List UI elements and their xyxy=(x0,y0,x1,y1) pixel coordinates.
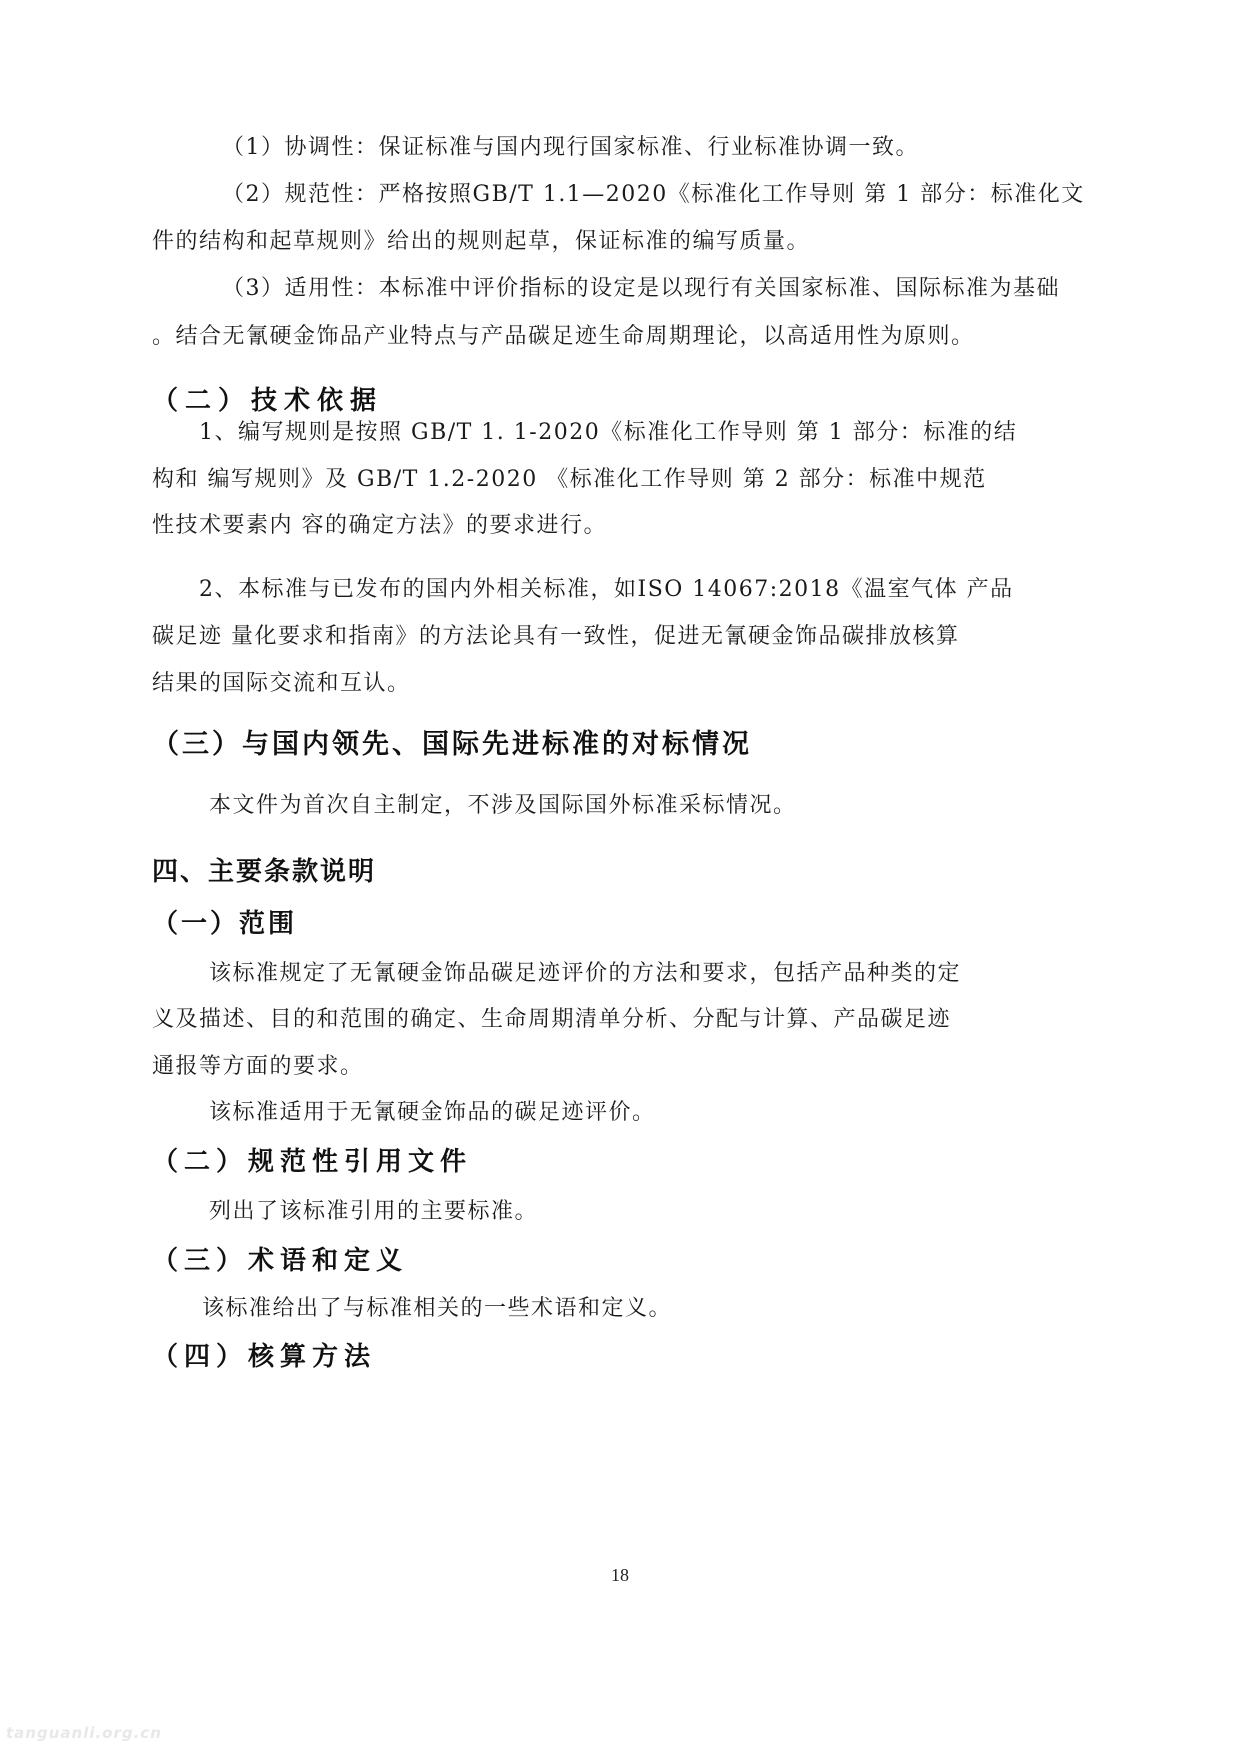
principle-normative-line2: 件的结构和起草规则》给出的规则起草，保证标准的编写质量。 xyxy=(152,229,811,254)
heading-technical-basis: （二）技术依据 xyxy=(152,386,384,416)
principle-normative-line1: （2）规范性：严格按照GB/T 1.1—2020《标准化工作导则 第 1 部分：标准化文 xyxy=(222,182,1085,207)
scope-line1: 该标准规定了无氰硬金饰品碳足迹评价的方法和要求，包括产品种类的定 xyxy=(209,961,962,986)
tech-basis-item1-line3: 性技术要素内 容的确定方法》的要求进行。 xyxy=(152,513,607,538)
principle-applicability-line2: 。结合无氰硬金饰品产业特点与产品碳足迹生命周期理论，以高适用性为原则。 xyxy=(152,324,975,349)
heading-terms-definitions: （三）术语和定义 xyxy=(152,1246,409,1276)
normative-references-paragraph: 列出了该标准引用的主要标准。 xyxy=(209,1199,539,1224)
tech-basis-item2-line3: 结果的国际交流和互认。 xyxy=(152,671,411,696)
tech-basis-item1-line1: 1、编写规则是按照 GB/T 1. 1-2020《标准化工作导则 第 1 部分：标准的结 xyxy=(199,420,1018,445)
page-number: 18 xyxy=(611,1565,629,1585)
principle-coordination: （1）协调性：保证标准与国内现行国家标准、行业标准协调一致。 xyxy=(222,135,919,160)
tech-basis-item2-line2: 碳足迹 量化要求和指南》的方法论具有一致性，促进无氰硬金饰品碳排放核算 xyxy=(152,624,960,649)
scope-applicability: 该标准适用于无氰硬金饰品的碳足迹评价。 xyxy=(209,1100,656,1125)
scope-line2: 义及描述、目的和范围的确定、生命周期清单分析、分配与计算、产品碳足迹 xyxy=(152,1007,952,1032)
tech-basis-item2-line1: 2、本标准与已发布的国内外相关标准，如ISO 14067:2018《温室气体 产品 xyxy=(199,577,1014,602)
heading-benchmarking: （三）与国内领先、国际先进标准的对标情况 xyxy=(152,729,752,760)
scope-line3: 通报等方面的要求。 xyxy=(152,1054,364,1079)
benchmark-paragraph: 本文件为首次自主制定，不涉及国际国外标准采标情况。 xyxy=(209,793,797,818)
tech-basis-item1-line2: 构和 编写规则》及 GB/T 1.2-2020 《标准化工作导则 第 2 部分：标准中规范 xyxy=(152,467,987,492)
heading-main-clauses: 四、主要条款说明 xyxy=(152,857,377,887)
heading-normative-references: （二）规范性引用文件 xyxy=(152,1147,473,1177)
principle-applicability-line1: （3）适用性：本标准中评价指标的设定是以现行有关国家标准、国际标准为基础 xyxy=(222,276,1060,301)
watermark: tanguanli.org.cn xyxy=(6,1724,162,1742)
heading-accounting-method: （四）核算方法 xyxy=(152,1342,377,1372)
heading-scope: （一）范围 xyxy=(152,909,298,939)
terms-paragraph: 该标准给出了与标准相关的一些术语和定义。 xyxy=(202,1296,673,1321)
